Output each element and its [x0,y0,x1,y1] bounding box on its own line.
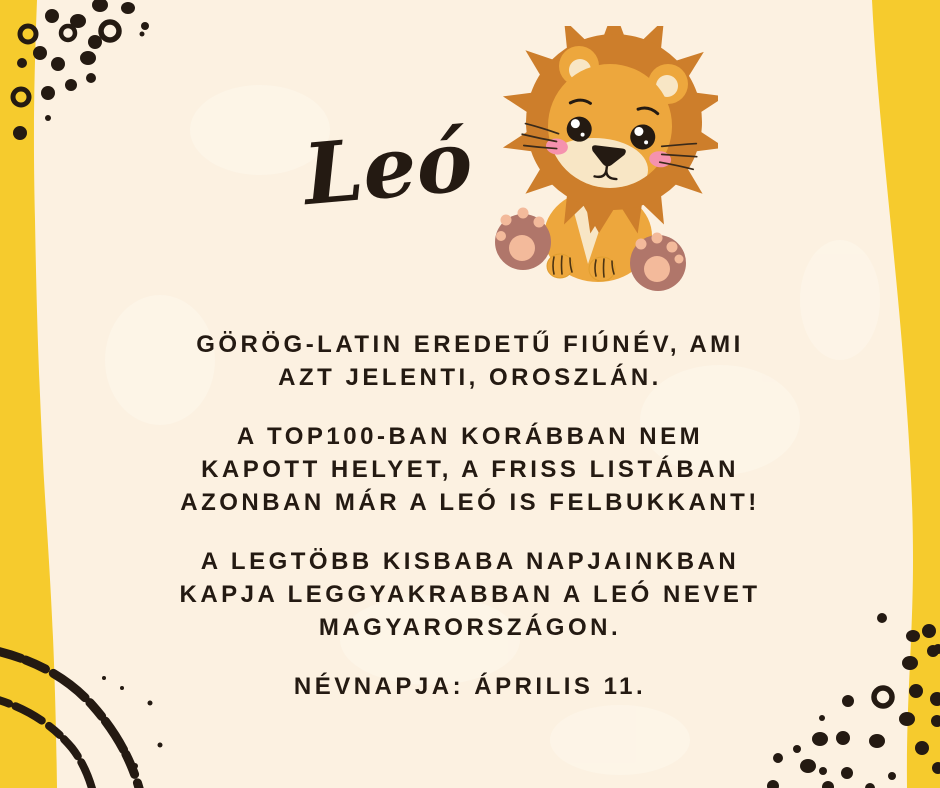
text-line: AZT JELENTI, OROSZLÁN. [278,364,662,391]
paragraph-nameday [0,670,940,703]
text-line: KAPJA LEGGYAKRABBAN A LEÓ NEVET [179,581,761,608]
page-title: Leó [299,110,477,225]
paragraph-top100 [0,420,940,519]
text-line: GÖRÖG-LATIN EREDETŰ FIÚNÉV, AMI [196,331,744,358]
text-line: NÉVNAPJA: ÁPRILIS 11. [293,673,647,700]
lion-illustration [478,26,718,296]
text-line: A LEGTÖBB KISBABA NAPJAINKBAN [200,548,740,575]
text-line: A TOP100-BAN KORÁBBAN NEM [236,423,704,450]
paragraph-popularity [0,545,940,644]
text-line: MAGYARORSZÁGON. [318,614,622,641]
paragraph-origin [0,328,940,394]
description-text [0,328,940,703]
text-line: AZONBAN MÁR A LEÓ IS FELBUKKANT! [180,489,760,516]
text-line: KAPOTT HELYET, A FRISS LISTÁBAN [201,456,739,483]
